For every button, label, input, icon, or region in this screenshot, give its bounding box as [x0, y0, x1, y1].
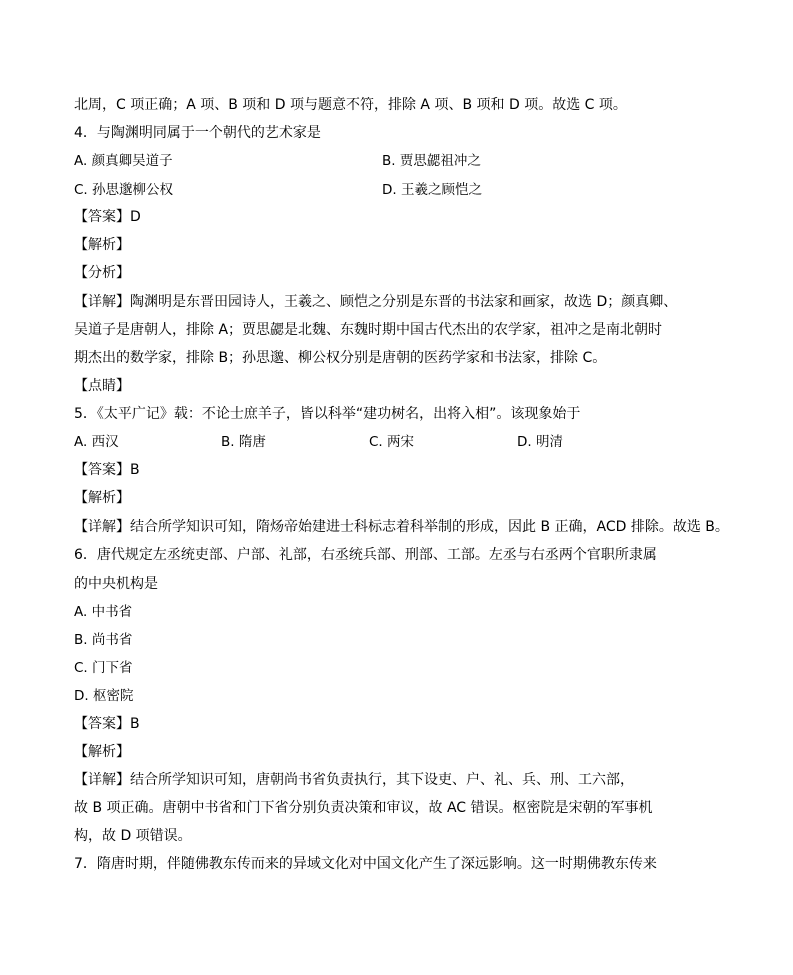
question-4-option-b: B. 贾思勰祖冲之 [382, 153, 481, 169]
question-4-analysis-label: 【解析】 [74, 237, 130, 253]
question-4-option-a: A. 颜真卿吴道子 [74, 153, 173, 169]
question-4-option-c: C. 孙思邈柳公权 [74, 182, 174, 198]
question-5-option-c: C. 两宋 [369, 434, 415, 450]
question-4-stem: 4．与陶渊明同属于一个朝代的艺术家是 [74, 125, 321, 141]
question-4-detail-line: 【详解】陶渊明是东晋田园诗人，王羲之、顾恺之分别是东晋的书法家和画家，故选 D；颜真卿、 [74, 294, 678, 310]
question-6-stem-continued: 的中央机构是 [74, 576, 158, 592]
question-6-detail-line: 构，故 D 项错误。 [74, 828, 192, 844]
text-line: 北周，C 项正确；A 项、B 项和 D 项与题意不符，排除 A 项、B 项和 D 项。故选 C 项。 [74, 97, 627, 113]
question-5-option-a: A. 西汉 [74, 434, 119, 450]
question-6-option-b: B. 尚书省 [74, 632, 133, 648]
question-6-option-c: C. 门下省 [74, 660, 133, 676]
question-6-answer: 【答案】B [74, 716, 140, 732]
question-4-dianjing-label: 【点睛】 [74, 378, 130, 394]
question-5-option-d: D. 明清 [517, 434, 563, 450]
question-4-answer: 【答案】D [74, 209, 141, 225]
question-4-fenxi-label: 【分析】 [74, 265, 130, 281]
question-6-option-d: D. 枢密院 [74, 688, 134, 704]
question-4-detail-line: 期杰出的数学家，排除 B；孙思邈、柳公权分别是唐朝的医药学家和书法家，排除 C。 [74, 350, 607, 366]
question-4-detail-line: 吴道子是唐朝人，排除 A；贾思勰是北魏、东魏时期中国古代杰出的农学家，祖冲之是南北朝时 [74, 322, 663, 338]
question-6-detail-line: 故 B 项正确。唐朝中书省和门下省分别负责决策和审议，故 AC 错误。枢密院是宋朝的军事机 [74, 800, 653, 816]
question-5-answer: 【答案】B [74, 462, 140, 478]
question-4-option-d: D. 王羲之顾恺之 [382, 182, 482, 198]
question-5-stem: 5．《太平广记》载：不论士庶羊子，皆以科举“建功树名，出将入相”。该现象始于 [74, 406, 581, 422]
question-6-analysis-label: 【解析】 [74, 744, 130, 760]
question-5-analysis-label: 【解析】 [74, 490, 130, 506]
question-5-option-b: B. 隋唐 [221, 434, 266, 450]
question-6-detail-line: 【详解】结合所学知识可知，唐朝尚书省负责执行，其下设吏、户、礼、兵、刑、工六部， [74, 772, 634, 788]
question-6-option-a: A. 中书省 [74, 604, 133, 620]
question-5-detail-line: 【详解】结合所学知识可知，隋炀帝始建进士科标志着科举制的形成，因此 B 正确，ACD 排除。故选 B。 [74, 519, 729, 535]
question-6-stem: 6．唐代规定左丞统吏部、户部、礼部，右丞统兵部、刑部、工部。左丞与右丞两个官职所隶属 [74, 547, 657, 563]
question-7-stem: 7．隋唐时期，伴随佛教东传而来的异域文化对中国文化产生了深远影响。这一时期佛教东传来 [74, 856, 657, 872]
